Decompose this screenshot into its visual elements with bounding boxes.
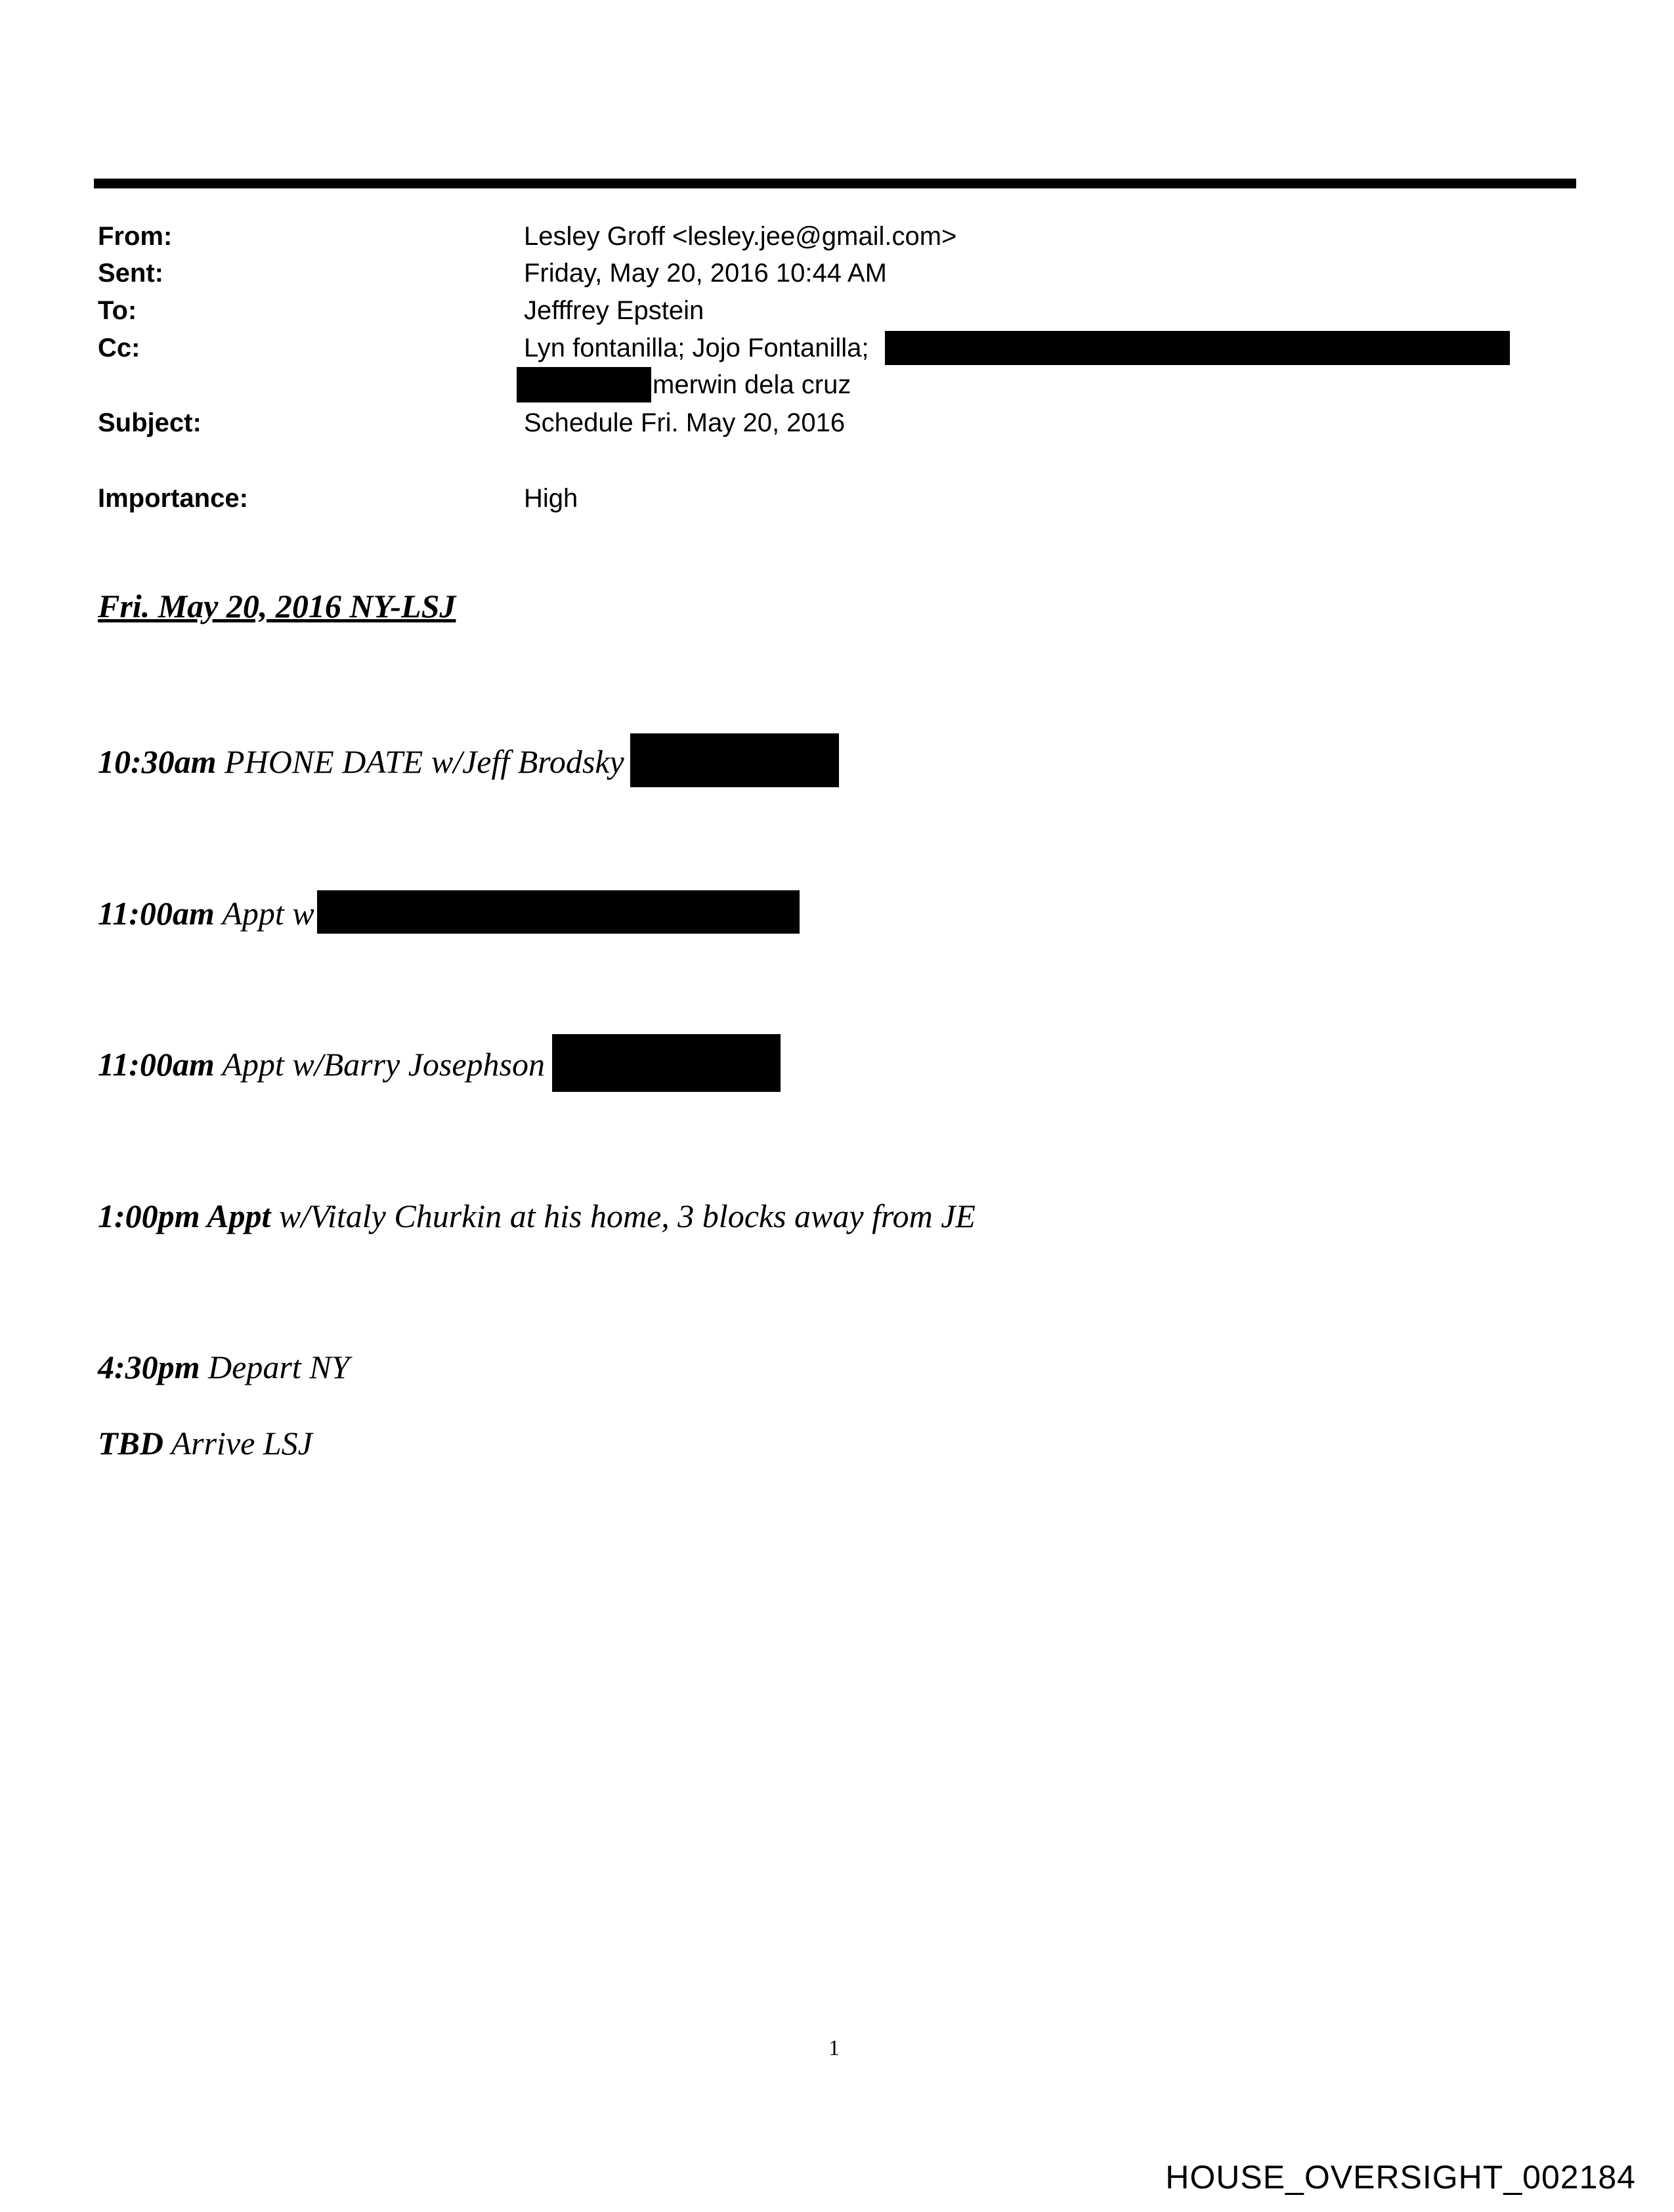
schedule-time: TBD bbox=[98, 1425, 163, 1462]
importance-value: High bbox=[524, 484, 578, 513]
schedule-time: 10:30am bbox=[98, 743, 217, 780]
schedule-text: Arrive LSJ bbox=[163, 1425, 312, 1462]
schedule-item bbox=[98, 742, 624, 781]
redaction-box bbox=[317, 890, 800, 934]
subject-label: Subject: bbox=[98, 408, 202, 437]
schedule-item bbox=[98, 894, 314, 933]
schedule-item bbox=[98, 1423, 312, 1463]
from-value: Lesley Groff <lesley.jee@gmail.com> bbox=[524, 222, 957, 251]
redaction-box bbox=[630, 733, 839, 787]
importance-label: Importance: bbox=[98, 484, 248, 513]
schedule-item bbox=[98, 1196, 976, 1236]
page-number: 1 bbox=[828, 2036, 840, 2060]
schedule-time: 4:30pm bbox=[98, 1349, 200, 1385]
cc-value-line2: merwin dela cruz bbox=[653, 370, 851, 399]
schedule-title: Fri. May 20, 2016 NY-LSJ bbox=[98, 588, 456, 624]
to-value: Jefffrey Epstein bbox=[524, 296, 704, 325]
schedule-time: 11:00am bbox=[98, 1046, 215, 1083]
redaction-box bbox=[885, 331, 1510, 365]
sent-label: Sent: bbox=[98, 259, 163, 288]
cc-label: Cc: bbox=[98, 334, 140, 362]
schedule-text: w/Vitaly Churkin at his home, 3 blocks away from JE bbox=[270, 1198, 976, 1234]
redaction-box bbox=[517, 367, 651, 402]
to-label: To: bbox=[98, 296, 137, 325]
redaction-box bbox=[552, 1034, 781, 1092]
schedule-time: 11:00am bbox=[98, 895, 215, 932]
schedule-text: PHONE DATE w/Jeff Brodsky bbox=[216, 743, 624, 780]
schedule-time: 1:00pm Appt bbox=[98, 1198, 271, 1234]
schedule-text: Appt w/Barry Josephson bbox=[214, 1046, 546, 1083]
cc-value-line1: Lyn fontanilla; Jojo Fontanilla; bbox=[524, 334, 869, 362]
schedule-text: Appt w bbox=[214, 895, 314, 932]
schedule-text: Depart NY bbox=[200, 1349, 350, 1385]
header-rule bbox=[94, 179, 1576, 188]
schedule-item bbox=[98, 1347, 349, 1387]
bates-number: HOUSE_OVERSIGHT_002184 bbox=[1165, 2159, 1636, 2196]
subject-value: Schedule Fri. May 20, 2016 bbox=[524, 408, 846, 437]
sent-value: Friday, May 20, 2016 10:44 AM bbox=[524, 259, 887, 288]
schedule-item bbox=[98, 1045, 545, 1084]
from-label: From: bbox=[98, 222, 173, 251]
